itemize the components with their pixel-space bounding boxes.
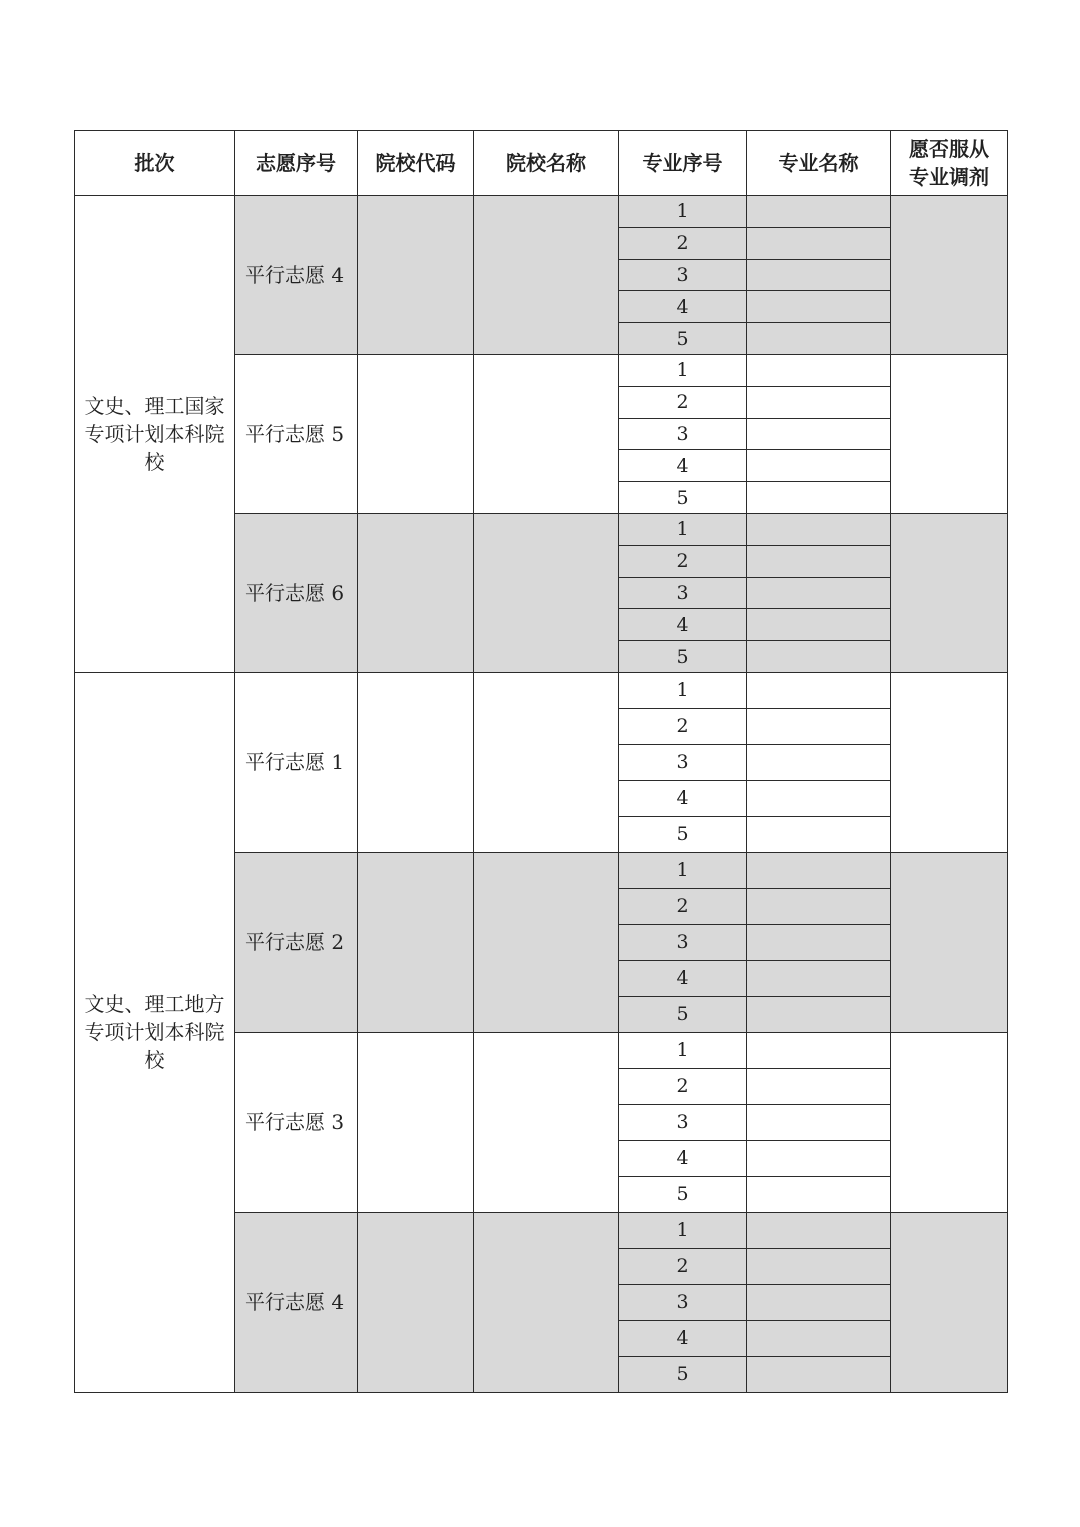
table-row	[75, 672, 1008, 708]
accept-adjustment-cell[interactable]	[891, 672, 1008, 852]
major-number-cell: 2	[619, 1248, 747, 1284]
accept-adjustment-cell[interactable]	[891, 852, 1008, 1032]
table-row	[75, 196, 1008, 228]
major-name-cell[interactable]	[747, 1248, 891, 1284]
major-name-cell[interactable]	[747, 196, 891, 228]
choice-label: 平行志愿 3	[235, 1032, 358, 1212]
major-name-cell[interactable]	[747, 641, 891, 673]
major-name-cell[interactable]	[747, 852, 891, 888]
accept-adjustment-cell[interactable]	[891, 1212, 1008, 1392]
choice-label: 平行志愿 4	[235, 196, 358, 355]
major-number-cell: 4	[619, 960, 747, 996]
school-code-cell[interactable]	[358, 672, 474, 852]
major-number-cell: 3	[619, 744, 747, 780]
major-name-cell[interactable]	[747, 960, 891, 996]
major-number-cell: 2	[619, 888, 747, 924]
school-code-cell[interactable]	[358, 513, 474, 672]
major-number-cell: 5	[619, 1176, 747, 1212]
school-code-cell[interactable]	[358, 196, 474, 355]
school-name-cell[interactable]	[474, 1032, 619, 1212]
choice-label: 平行志愿 6	[235, 513, 358, 672]
major-name-cell[interactable]	[747, 888, 891, 924]
major-number-cell: 1	[619, 1032, 747, 1068]
major-number-cell: 1	[619, 354, 747, 386]
major-name-cell[interactable]	[747, 924, 891, 960]
major-number-cell: 3	[619, 1104, 747, 1140]
major-number-cell: 5	[619, 323, 747, 355]
major-name-cell[interactable]	[747, 354, 891, 386]
major-number-cell: 4	[619, 291, 747, 323]
major-number-cell: 1	[619, 513, 747, 545]
major-name-cell[interactable]	[747, 1176, 891, 1212]
volunteer-form-table	[74, 130, 1008, 1393]
school-name-cell[interactable]	[474, 513, 619, 672]
major-name-cell[interactable]	[747, 227, 891, 259]
major-number-cell: 2	[619, 227, 747, 259]
major-number-cell: 4	[619, 450, 747, 482]
major-name-cell[interactable]	[747, 1212, 891, 1248]
header-school-code: 院校代码	[358, 131, 474, 196]
major-name-cell[interactable]	[747, 418, 891, 450]
major-name-cell[interactable]	[747, 816, 891, 852]
major-number-cell: 1	[619, 672, 747, 708]
major-name-cell[interactable]	[747, 259, 891, 291]
major-name-cell[interactable]	[747, 513, 891, 545]
major-name-cell[interactable]	[747, 780, 891, 816]
major-name-cell[interactable]	[747, 1356, 891, 1392]
major-name-cell[interactable]	[747, 545, 891, 577]
major-name-cell[interactable]	[747, 996, 891, 1032]
school-name-cell[interactable]	[474, 354, 619, 513]
major-name-cell[interactable]	[747, 1140, 891, 1176]
choice-label: 平行志愿 4	[235, 1212, 358, 1392]
major-name-cell[interactable]	[747, 482, 891, 514]
header-major-number: 专业序号	[619, 131, 747, 196]
major-number-cell: 2	[619, 1068, 747, 1104]
major-name-cell[interactable]	[747, 450, 891, 482]
school-code-cell[interactable]	[358, 1212, 474, 1392]
header-major-name: 专业名称	[747, 131, 891, 196]
major-number-cell: 4	[619, 1140, 747, 1176]
major-name-cell[interactable]	[747, 708, 891, 744]
header-batch: 批次	[75, 131, 235, 196]
major-name-cell[interactable]	[747, 1068, 891, 1104]
header-row	[75, 131, 1008, 196]
major-number-cell: 5	[619, 482, 747, 514]
major-number-cell: 5	[619, 1356, 747, 1392]
major-number-cell: 3	[619, 924, 747, 960]
major-number-cell: 3	[619, 418, 747, 450]
school-code-cell[interactable]	[358, 852, 474, 1032]
major-number-cell: 3	[619, 1284, 747, 1320]
major-number-cell: 4	[619, 1320, 747, 1356]
major-number-cell: 1	[619, 852, 747, 888]
major-number-cell: 1	[619, 196, 747, 228]
major-number-cell: 3	[619, 259, 747, 291]
major-name-cell[interactable]	[747, 609, 891, 641]
header-accept-adjustment: 愿否服从 专业调剂	[891, 131, 1008, 196]
major-name-cell[interactable]	[747, 744, 891, 780]
major-number-cell: 2	[619, 708, 747, 744]
major-name-cell[interactable]	[747, 577, 891, 609]
school-name-cell[interactable]	[474, 672, 619, 852]
accept-adjustment-cell[interactable]	[891, 1032, 1008, 1212]
major-number-cell: 3	[619, 577, 747, 609]
major-name-cell[interactable]	[747, 1320, 891, 1356]
choice-label: 平行志愿 1	[235, 672, 358, 852]
major-name-cell[interactable]	[747, 1284, 891, 1320]
major-number-cell: 5	[619, 641, 747, 673]
major-name-cell[interactable]	[747, 291, 891, 323]
choice-label: 平行志愿 2	[235, 852, 358, 1032]
batch-cell: 文史、理工国家专项计划本科院校	[75, 196, 235, 673]
accept-adjustment-cell[interactable]	[891, 196, 1008, 355]
major-name-cell[interactable]	[747, 672, 891, 708]
choice-label: 平行志愿 5	[235, 354, 358, 513]
accept-adjustment-cell[interactable]	[891, 513, 1008, 672]
school-code-cell[interactable]	[358, 1032, 474, 1212]
major-number-cell: 5	[619, 816, 747, 852]
major-number-cell: 4	[619, 780, 747, 816]
major-number-cell: 2	[619, 386, 747, 418]
batch-cell: 文史、理工地方专项计划本科院校	[75, 672, 235, 1392]
school-name-cell[interactable]	[474, 1212, 619, 1392]
accept-adjustment-cell[interactable]	[891, 354, 1008, 513]
header-school-name: 院校名称	[474, 131, 619, 196]
school-name-cell[interactable]	[474, 852, 619, 1032]
major-name-cell[interactable]	[747, 1104, 891, 1140]
major-number-cell: 1	[619, 1212, 747, 1248]
major-number-cell: 2	[619, 545, 747, 577]
major-name-cell[interactable]	[747, 386, 891, 418]
major-number-cell: 4	[619, 609, 747, 641]
school-code-cell[interactable]	[358, 354, 474, 513]
major-name-cell[interactable]	[747, 323, 891, 355]
major-number-cell: 5	[619, 996, 747, 1032]
header-choice-number: 志愿序号	[235, 131, 358, 196]
school-name-cell[interactable]	[474, 196, 619, 355]
major-name-cell[interactable]	[747, 1032, 891, 1068]
